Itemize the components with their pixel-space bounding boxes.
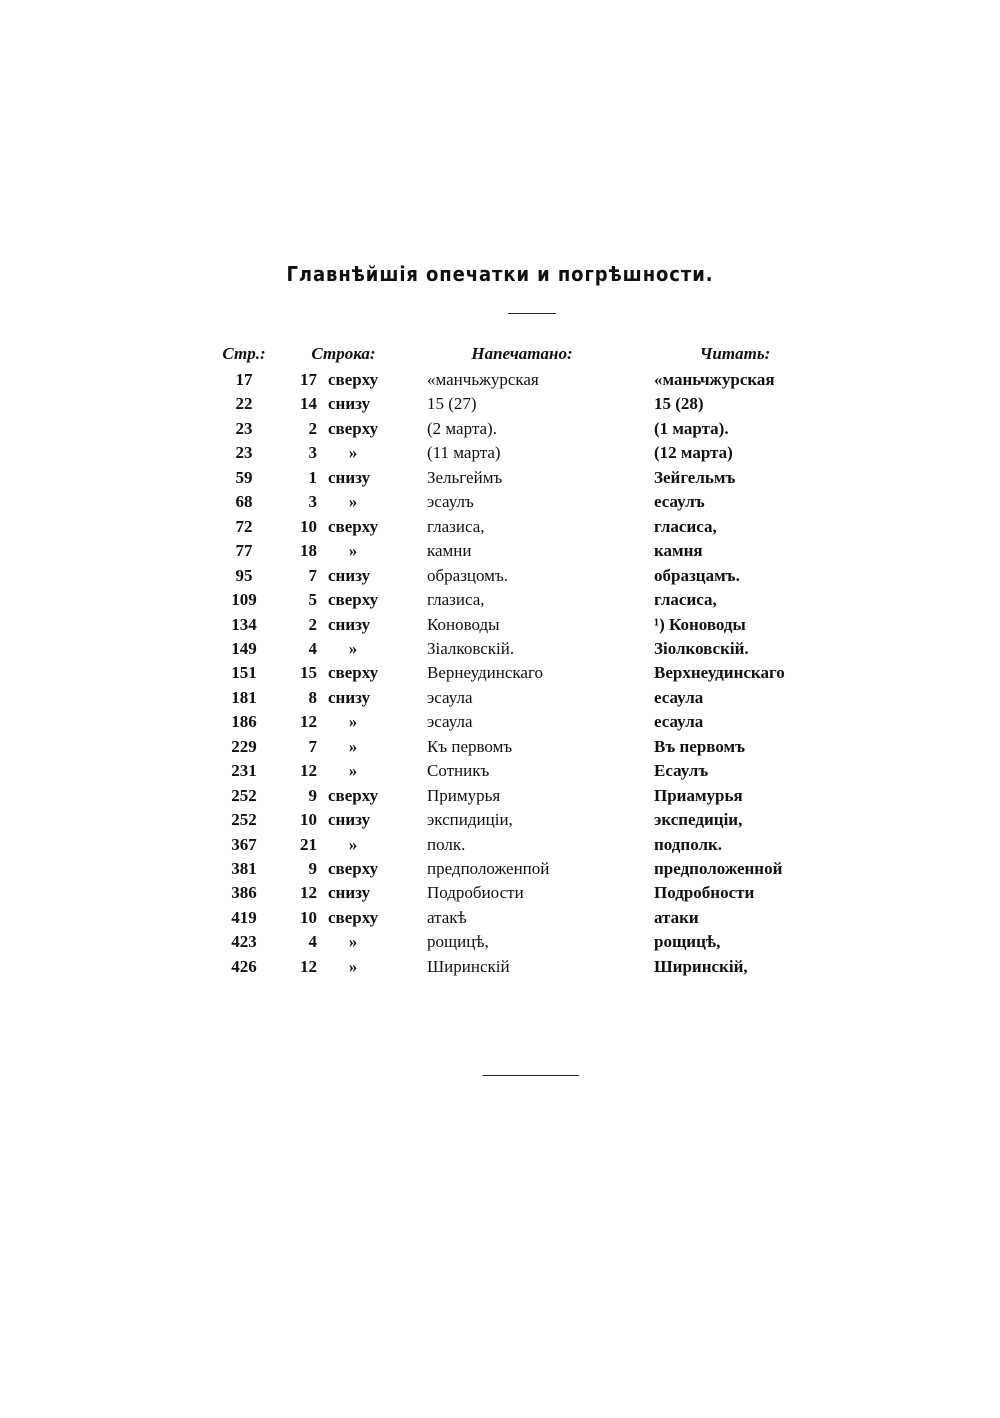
row-read: 15 (28) [654,394,704,414]
header-line: Строка: [311,344,376,363]
row-read: Ширинскій, [654,956,748,976]
row-page: 231 [231,761,257,781]
row-line-position: снизу [328,810,371,830]
row-printed: атакѣ [427,907,467,927]
row-line-number: 2 [308,614,317,634]
table-row [0,710,1000,734]
row-read: (12 марта) [654,443,733,463]
row-page: 72 [235,516,253,536]
row-page: 367 [231,834,257,854]
row-printed: Коноводы [427,614,500,634]
table-row [0,637,1000,661]
row-read: образцамъ. [654,565,740,585]
title-divider [508,313,556,314]
row-read: (1 марта). [654,418,729,438]
row-line-position: сверху [328,590,379,610]
table-row [0,759,1000,783]
row-page: 149 [231,638,257,658]
row-read: экспедиціи, [654,810,743,830]
row-line-number: 12 [300,712,317,732]
table-row [0,417,1000,441]
row-line-number: 8 [308,687,317,707]
row-page: 77 [235,541,253,561]
row-page: 151 [231,663,257,683]
row-printed: 15 (27) [427,394,477,414]
row-printed: «манчьжурская [427,370,539,389]
table-header [0,342,1000,366]
row-page: 186 [231,712,257,732]
row-line-position: » [348,712,358,732]
row-printed: Сотникъ [427,761,490,781]
row-printed: Къ первомъ [427,736,513,756]
table-row [0,930,1000,954]
row-printed: эсаула [427,687,473,707]
row-page: 381 [231,859,257,878]
row-printed: эсаулъ [427,492,474,512]
row-page: 419 [231,907,257,927]
row-line-position: сверху [328,907,379,927]
row-line-position: » [348,736,358,756]
table-row [0,955,1000,979]
header-page: Стр.: [222,344,266,363]
row-line-position: сверху [328,663,379,683]
row-line-number: 12 [300,761,317,781]
row-line-position: » [348,834,358,854]
row-line-number: 4 [308,932,317,952]
table-row [0,490,1000,514]
row-read: есаула [654,687,704,707]
row-line-number: 7 [308,565,317,585]
row-read: гласиса, [654,590,717,610]
table-row [0,515,1000,539]
row-line-position: снизу [328,687,371,707]
row-line-number: 15 [300,663,317,683]
row-read: Верхнеудинскаго [654,663,785,683]
row-line-position: » [348,541,358,561]
table-row [0,686,1000,710]
row-line-number: 9 [308,785,317,805]
row-page: 426 [231,956,257,976]
row-page: 109 [231,590,257,610]
row-line-number: 17 [300,370,317,389]
row-line-position: сверху [328,859,379,878]
row-read: камня [654,541,703,561]
row-page: 181 [231,687,257,707]
table-row [0,784,1000,808]
row-printed: эсаула [427,712,473,732]
row-line-position: » [348,956,358,976]
row-read: атаки [654,907,699,927]
row-page: 17 [235,370,253,389]
row-line-position: » [348,492,358,512]
page-title: Главнѣйшія опечатки и погрѣшности. [286,262,714,286]
row-read: Зейгельмъ [654,467,736,487]
row-line-number: 12 [300,956,317,976]
row-line-position: » [348,761,358,781]
row-page: 134 [231,614,257,634]
row-page: 23 [235,443,253,463]
row-line-position: » [348,932,358,952]
row-line-number: 3 [308,443,317,463]
row-line-number: 9 [308,859,317,878]
row-printed: Вернеудинскаго [427,663,544,683]
table-row [0,808,1000,832]
table-row [0,588,1000,612]
row-line-number: 12 [300,883,317,903]
row-line-position: сверху [328,418,379,438]
table-row [0,539,1000,563]
row-read: Есаулъ [654,761,709,781]
row-line-position: сверху [328,516,379,536]
table-row [0,466,1000,490]
row-printed: Зіалковскій. [427,638,515,658]
row-page: 68 [235,492,253,512]
row-printed: полк. [427,834,466,854]
row-line-position: снизу [328,565,371,585]
row-read: Зіолковскій. [654,638,749,658]
row-line-number: 4 [308,638,317,658]
row-printed: (2 марта). [427,418,497,438]
row-line-number: 1 [308,467,317,487]
row-page: 386 [231,883,257,903]
row-line-number: 21 [300,834,317,854]
row-read: есаула [654,712,704,732]
row-page: 95 [235,565,253,585]
row-read: гласиса, [654,516,717,536]
row-page: 23 [235,418,253,438]
table-row [0,735,1000,759]
row-printed: Примурья [427,785,501,805]
table-row [0,833,1000,857]
row-line-position: снизу [328,394,371,414]
row-line-number: 5 [308,590,317,610]
row-page: 229 [231,736,257,756]
table-row [0,392,1000,416]
row-page: 22 [235,394,253,414]
row-printed: (11 марта) [427,443,501,463]
row-printed: глазиса, [427,516,485,536]
row-line-position: » [348,443,358,463]
row-read: есаулъ [654,492,705,512]
row-line-number: 10 [300,516,317,536]
row-line-number: 10 [300,907,317,927]
row-line-position: снизу [328,614,371,634]
row-page: 252 [231,810,257,830]
row-printed: Подробиости [427,883,524,903]
row-line-number: 10 [300,810,317,830]
row-read: рощицѣ, [654,932,721,952]
row-page: 252 [231,785,257,805]
row-read: ¹) Коноводы [654,614,746,634]
row-read: «маньчжурская [654,370,775,389]
table-row [0,906,1000,930]
row-line-number: 7 [308,736,317,756]
table-row [0,857,1000,881]
row-line-position: сверху [328,785,379,805]
table-row [0,564,1000,588]
row-line-position: сверху [328,370,379,389]
row-printed: камни [427,541,472,561]
row-printed: образцомъ. [427,565,508,585]
row-line-position: снизу [328,467,371,487]
row-line-number: 3 [308,492,317,512]
table-row [0,441,1000,465]
row-read: Подробности [654,883,755,903]
row-read: предположенной [654,859,783,878]
row-page: 59 [235,467,253,487]
row-printed: Зельгеймъ [427,467,503,487]
row-line-position: снизу [328,883,371,903]
header-read: Читать: [699,344,771,363]
row-page: 423 [231,932,257,952]
row-printed: экспидиціи, [427,810,513,830]
row-line-number: 2 [308,418,317,438]
row-line-number: 18 [300,541,317,561]
row-printed: рощицѣ, [427,932,489,952]
row-read: Въ первомъ [654,736,746,756]
row-read: подполк. [654,834,723,854]
row-printed: глазиса, [427,590,485,610]
end-divider [483,1075,579,1076]
row-printed: Ширинскій [427,956,510,976]
table-row [0,661,1000,685]
table-row [0,881,1000,905]
row-printed: предположенпой [427,859,550,878]
table-row [0,368,1000,392]
table-row [0,613,1000,637]
row-line-number: 14 [300,394,317,414]
header-printed: Напечатано: [471,344,573,363]
row-read: Приамурья [654,785,743,805]
row-line-position: » [348,638,358,658]
